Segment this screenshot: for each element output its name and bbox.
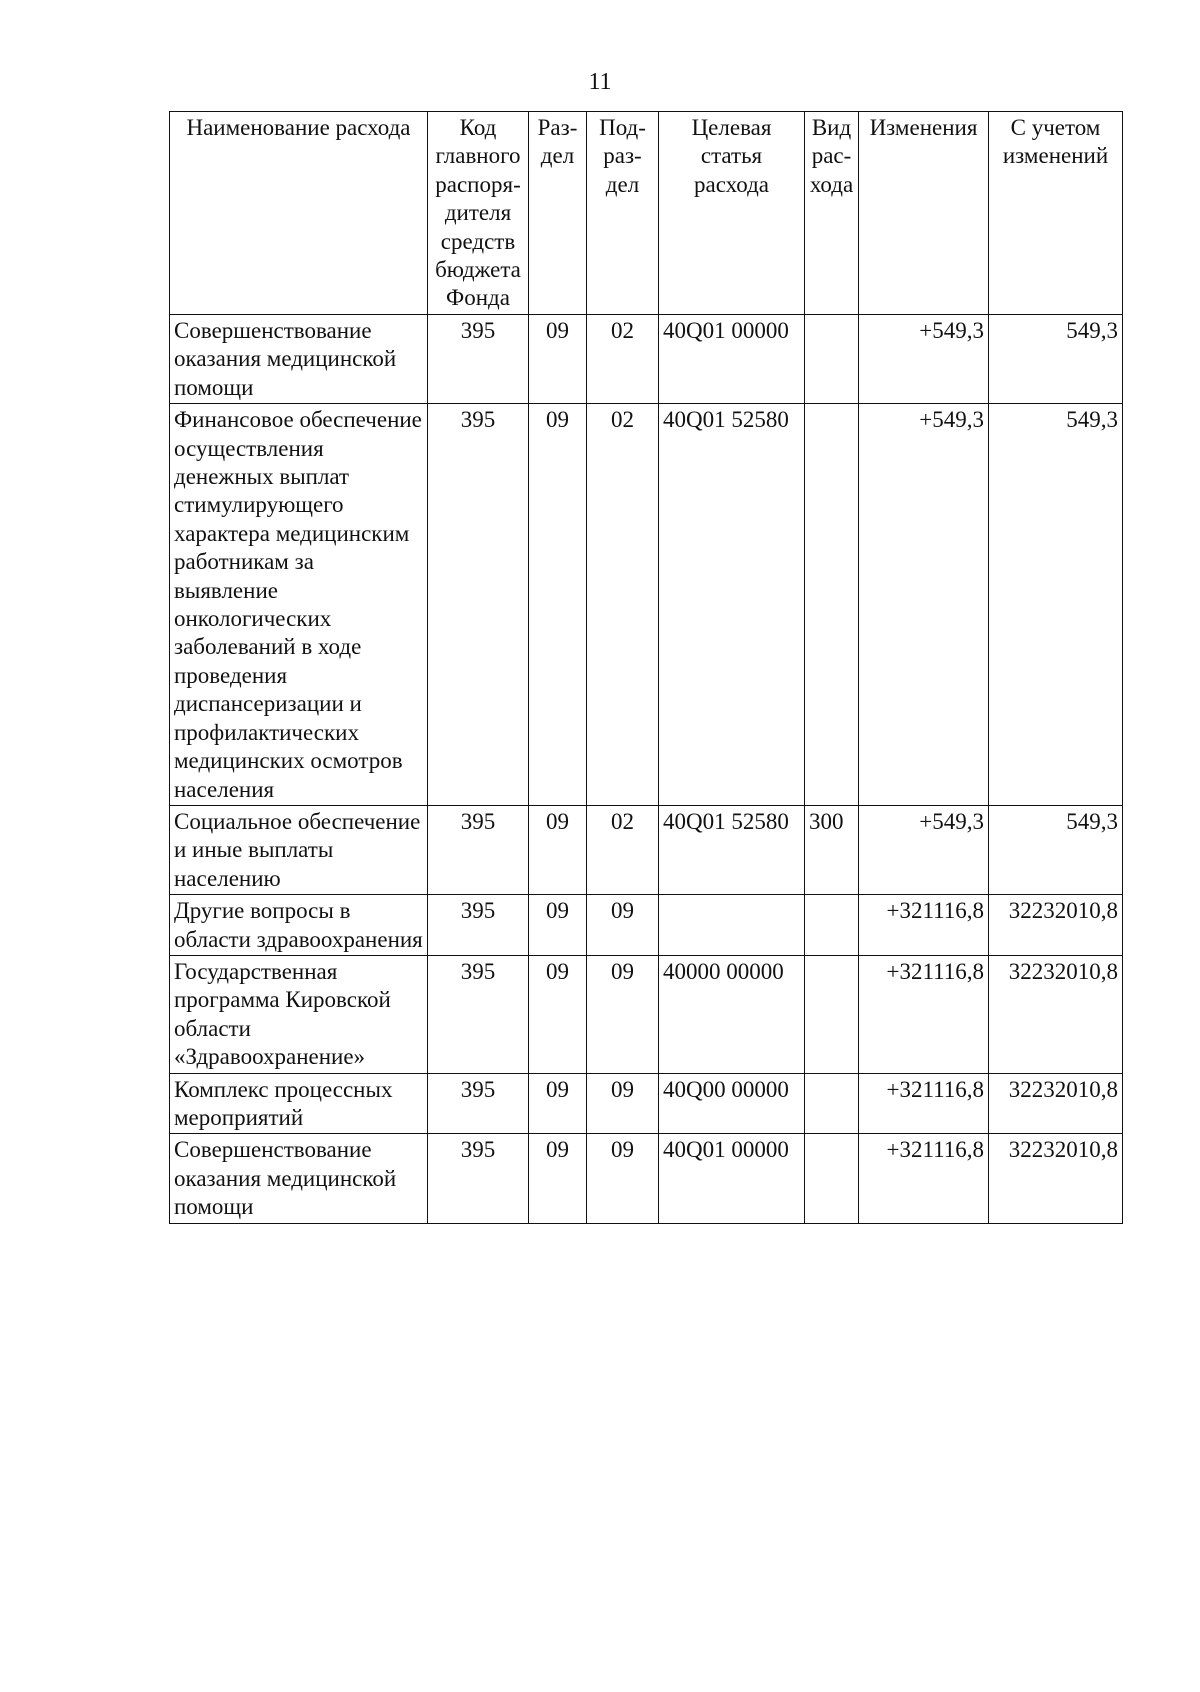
cell-section: 09 <box>529 955 587 1073</box>
header-name: Наименование расхода <box>170 112 428 315</box>
cell-section: 09 <box>529 1134 587 1223</box>
cell-section: 09 <box>529 404 587 806</box>
cell-kind <box>805 404 859 806</box>
cell-code: 395 <box>428 955 529 1073</box>
cell-name: Комплекс процессных мероприятий <box>170 1073 428 1134</box>
cell-code: 395 <box>428 1073 529 1134</box>
expense-table <box>169 111 1123 1224</box>
table-row <box>170 404 1123 806</box>
cell-total: 549,3 <box>989 805 1123 894</box>
table-row <box>170 315 1123 404</box>
cell-kind <box>805 1134 859 1223</box>
cell-total: 549,3 <box>989 315 1123 404</box>
cell-name: Социальное обеспечение и иные выплаты населению <box>170 805 428 894</box>
cell-total: 32232010,8 <box>989 1134 1123 1223</box>
cell-subsection: 09 <box>587 895 659 956</box>
cell-code: 395 <box>428 315 529 404</box>
cell-kind: 300 <box>805 805 859 894</box>
cell-target: 40Q00 00000 <box>659 1073 805 1134</box>
header-change: Изменения <box>859 112 989 315</box>
cell-change: +549,3 <box>859 404 989 806</box>
cell-section: 09 <box>529 315 587 404</box>
cell-total: 32232010,8 <box>989 1073 1123 1134</box>
cell-subsection: 02 <box>587 805 659 894</box>
cell-target: 40Q01 00000 <box>659 315 805 404</box>
cell-section: 09 <box>529 1073 587 1134</box>
cell-target <box>659 895 805 956</box>
cell-name: Государственная программа Кировской области «Здравоохранение» <box>170 955 428 1073</box>
cell-kind <box>805 1073 859 1134</box>
cell-section: 09 <box>529 805 587 894</box>
cell-code: 395 <box>428 895 529 956</box>
cell-subsection: 09 <box>587 1073 659 1134</box>
header-target: Целевая статья расхода <box>659 112 805 315</box>
cell-name: Совершенствование оказания медицинской помощи <box>170 315 428 404</box>
cell-change: +321116,8 <box>859 895 989 956</box>
header-total: С учетом изменений <box>989 112 1123 315</box>
cell-change: +321116,8 <box>859 1073 989 1134</box>
header-kind: Вид рас-хода <box>805 112 859 315</box>
cell-subsection: 09 <box>587 1134 659 1223</box>
header-row <box>170 112 1123 315</box>
cell-change: +321116,8 <box>859 1134 989 1223</box>
cell-code: 395 <box>428 1134 529 1223</box>
cell-name: Другие вопросы в области здравоохранения <box>170 895 428 956</box>
cell-kind <box>805 315 859 404</box>
cell-target: 40Q01 52580 <box>659 805 805 894</box>
cell-target: 40Q01 52580 <box>659 404 805 806</box>
header-section: Раз-дел <box>529 112 587 315</box>
cell-kind <box>805 955 859 1073</box>
table-row <box>170 895 1123 956</box>
cell-change: +549,3 <box>859 805 989 894</box>
header-subsection: Под-раз-дел <box>587 112 659 315</box>
table-row <box>170 805 1123 894</box>
cell-subsection: 02 <box>587 404 659 806</box>
table-row <box>170 1073 1123 1134</box>
cell-name: Совершенствование оказания медицинской помощи <box>170 1134 428 1223</box>
table-row <box>170 955 1123 1073</box>
cell-total: 32232010,8 <box>989 955 1123 1073</box>
cell-code: 395 <box>428 805 529 894</box>
cell-subsection: 02 <box>587 315 659 404</box>
page-number: 11 <box>588 69 612 95</box>
cell-total: 549,3 <box>989 404 1123 806</box>
cell-kind <box>805 895 859 956</box>
cell-target: 40000 00000 <box>659 955 805 1073</box>
cell-name: Финансовое обеспечение осуществления денежных выплат стимулирующего характера медицинским работникам за выявление онкологических заболеваний в ходе проведения диспансеризации и профилактических медицинских осмотров населения <box>170 404 428 806</box>
header-code: Код главного распоря-дителя средств бюджета Фонда <box>428 112 529 315</box>
cell-change: +549,3 <box>859 315 989 404</box>
cell-code: 395 <box>428 404 529 806</box>
cell-subsection: 09 <box>587 955 659 1073</box>
table-row <box>170 1134 1123 1223</box>
cell-total: 32232010,8 <box>989 895 1123 956</box>
cell-section: 09 <box>529 895 587 956</box>
cell-change: +321116,8 <box>859 955 989 1073</box>
cell-target: 40Q01 00000 <box>659 1134 805 1223</box>
